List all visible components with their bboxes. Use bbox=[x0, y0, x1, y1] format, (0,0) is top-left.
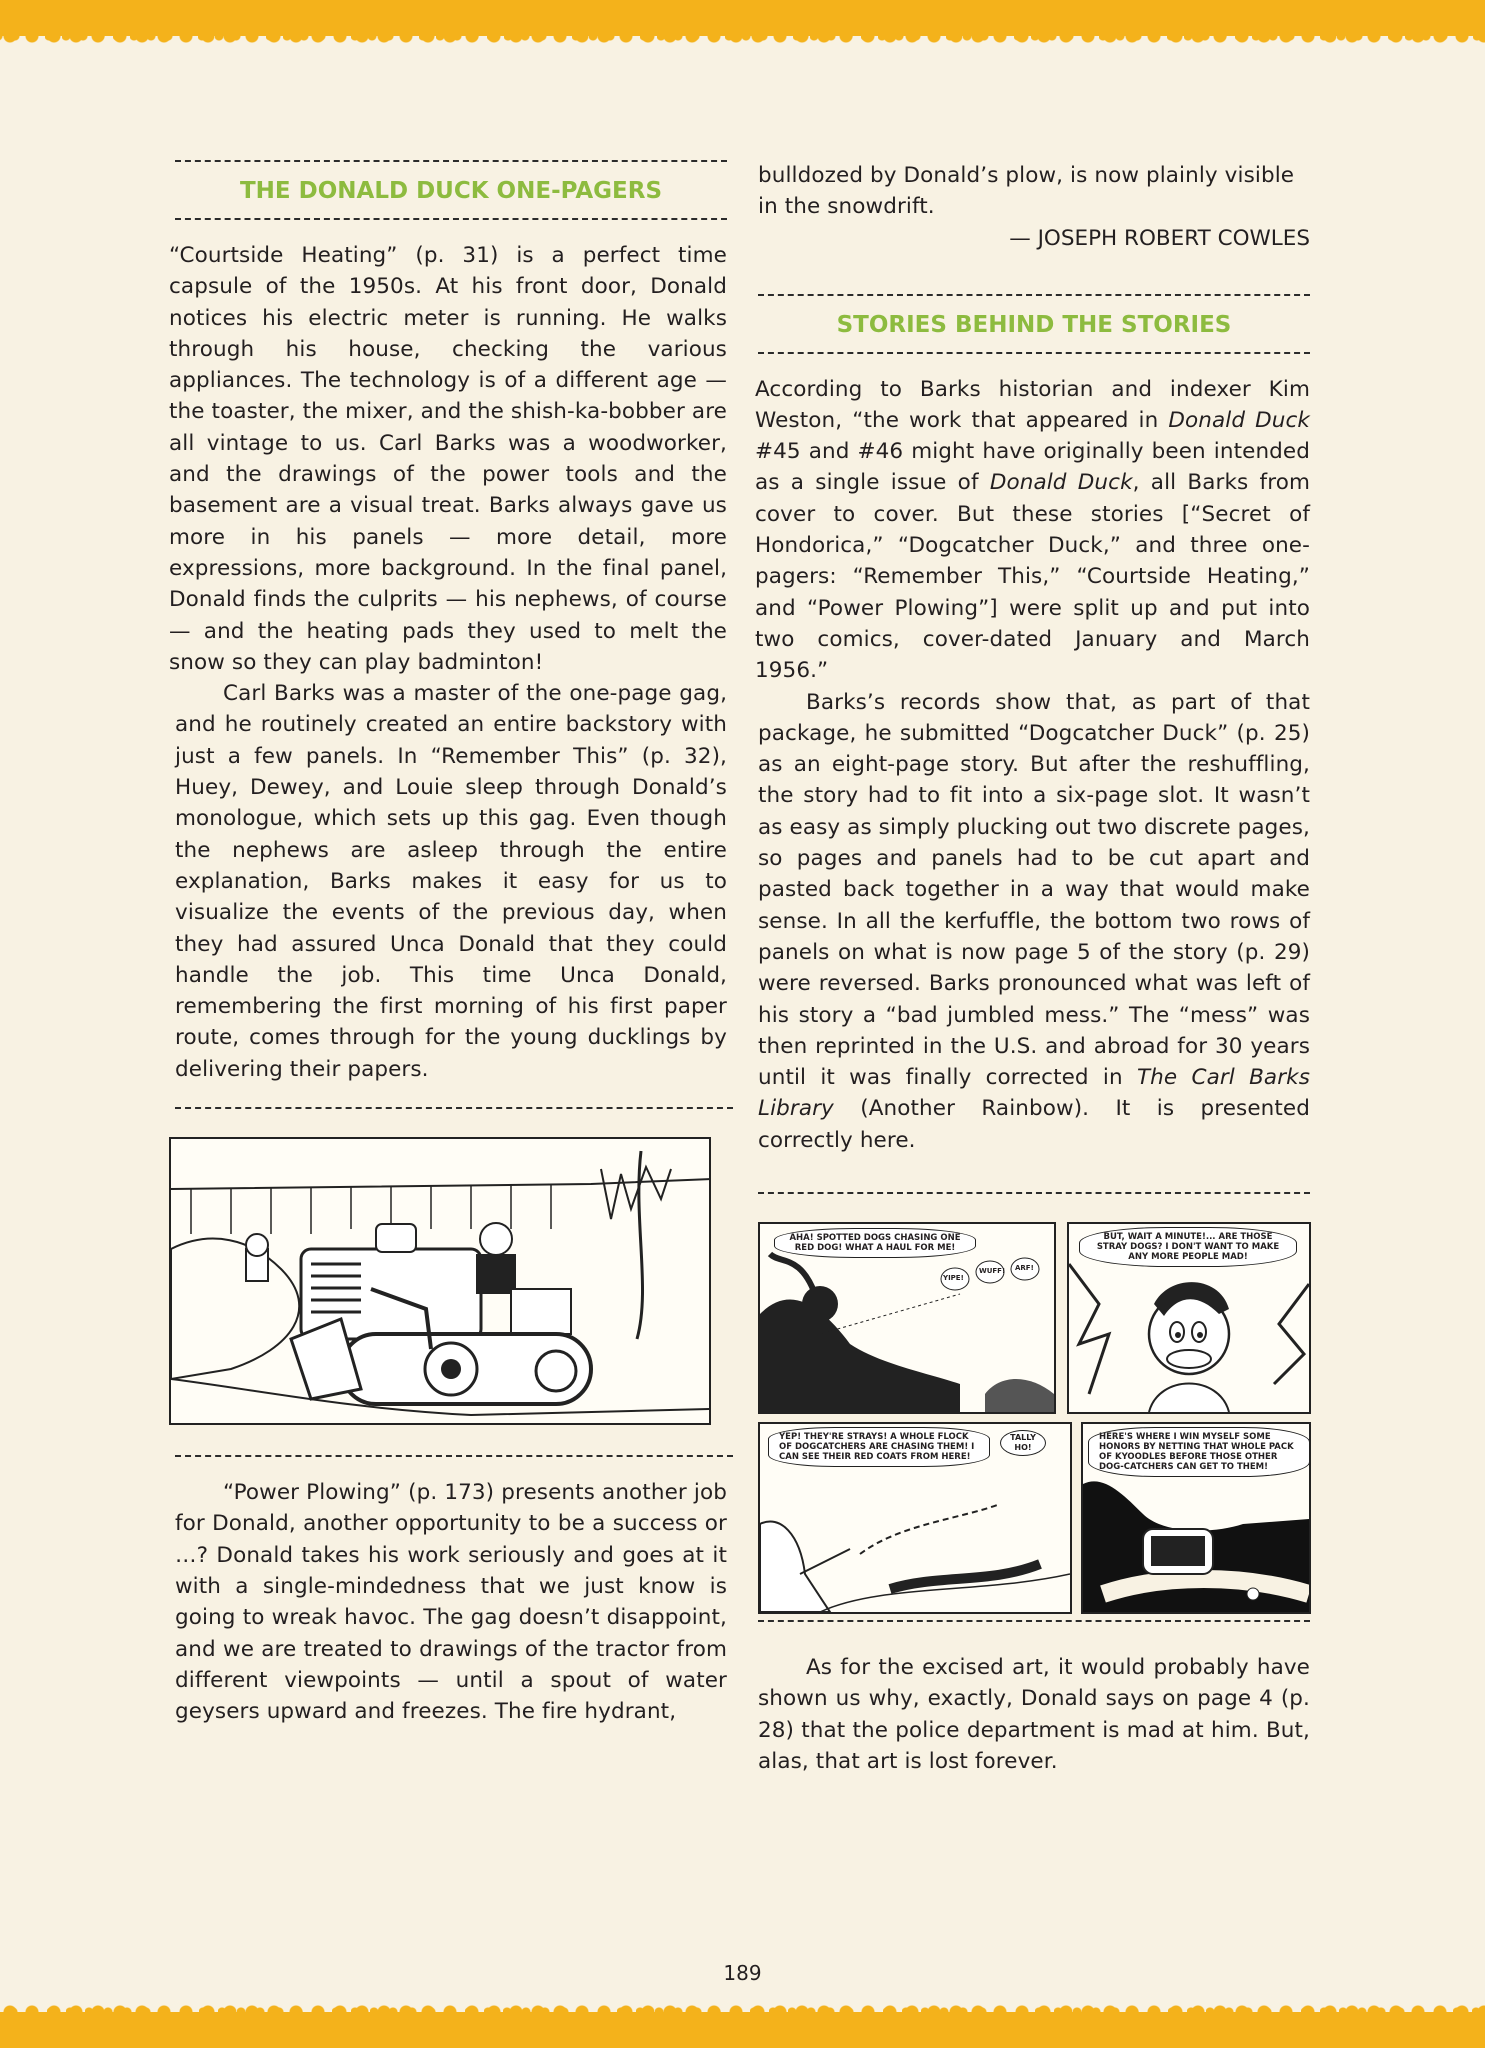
power-plowing-comic-panel bbox=[169, 1137, 711, 1425]
page-number: 189 bbox=[723, 1961, 762, 1985]
paragraph: As for the excised art, it would probably have shown us why, exactly, Donald says on page 4 (p. 28) that the police department is mad at him. But, alas, that art is lost forever. bbox=[758, 1655, 1310, 1774]
author-signature: — JOSEPH ROBERT COWLES bbox=[1009, 225, 1310, 251]
left-column bbox=[169, 160, 727, 1727]
comic-panel-3 bbox=[758, 1422, 1072, 1614]
top-border-band bbox=[0, 0, 1485, 36]
divider bbox=[175, 160, 727, 162]
comic-panel-4 bbox=[1081, 1422, 1311, 1614]
paragraph: Carl Barks was a master of the one-page gag, and he routinely created an entire backstory with just a few panels. In “Remember This” (p. 32), Huey, Dewey, and Louie sleep through Donald’s monologue, which sets up this gag. Even though the nephews are asleep through the entire explanation, Barks makes it easy for us to visualize the events of the previous day, when they had assured Unca Donald that they could handle the job. This time Unca Donald, remembering the first morning of his first paper route, comes through for the young ducklings by delivering their papers. bbox=[175, 681, 727, 1082]
paragraph: “Courtside Heating” (p. 31) is a perfect time capsule of the 1950s. At his front door, Donald notices his electric meter is running. He walks through his house, checking the various appliances. The technology is of a different age — the toaster, the mixer, and the shish-ka-bobber are all vintage to us. Carl Barks was a woodworker, and the drawings of the power tools and the basement are a visual treat. Barks always gave us more in his panels — more detail, more expressions, more background. In the final panel, Donald finds the culprits — his nephews, of course — and the heating pads they used to melt the snow so they can play badminton! bbox=[169, 243, 727, 675]
paragraph: “Power Plowing” (p. 173) presents another job for Donald, another opportunity to be a success or …? Donald takes his work seriously and goes at it with a single-mindedness that we just know is going to wreak havoc. The gag doesn’t disappoint, and we are treated to drawings of the tractor from different viewpoints — until a spout of water geysers upward and freezes. The fire hydrant, bbox=[175, 1480, 727, 1725]
bottom-border-band bbox=[0, 2012, 1485, 2048]
thought-balloon: BUT, WAIT A MINUTE!... ARE THOSE STRAY DOGS? I DON'T WANT TO MAKE ANY MORE PEOPLE MAD! bbox=[1079, 1227, 1297, 1267]
comic-panel-1 bbox=[758, 1222, 1056, 1414]
right-column bbox=[755, 160, 1310, 1777]
speech-balloon: AHA! SPOTTED DOGS CHASING ONE RED DOG! WHAT A HAUL FOR ME! bbox=[774, 1228, 976, 1258]
sound-effect: WUFF! bbox=[979, 1267, 1006, 1276]
section-heading-stories-behind: STORIES BEHIND THE STORIES bbox=[836, 311, 1232, 338]
bulldozer-illustration bbox=[171, 1139, 709, 1423]
comic-panel-2 bbox=[1067, 1222, 1311, 1414]
divider bbox=[758, 294, 1310, 296]
paragraph-continuation: bulldozed by Donald’s plow, is now plainly visible in the snowdrift. bbox=[758, 163, 1295, 220]
paragraph: Barks’s records show that, as part of that package, he submitted “Dogcatcher Duck” (p. 25) as an eight-page story. But after the reshuffling, the story had to fit into a six-page slot. It wasn’t as easy as simply plucking out two discrete pages, so pages and panels had to be cut apart and pasted back together in a way that would make sense. In all the kerfuffle, the bottom two rows of panels on what is now page 5 of the story (p. 29) were reversed. Barks pronounced what was left of his story a “bad jumbled mess.” The “mess” was then reprinted in the U.S. and abroad for 30 years until it was finally corrected in The Carl Barks Library (Another Rainbow). It is presented correctly here. bbox=[758, 689, 1310, 1153]
sound-effect: ARF! bbox=[1015, 1264, 1034, 1273]
paragraph: According to Barks historian and indexer Kim Weston, “the work that appeared in Donald Duck #45 and #46 might have originally been intended as a single issue of Donald Duck, all Barks from cover to cover. But these stories [“Secret of Hondorica,” “Dogcatcher Duck,” and three one-pagers: “Remember This,” “Courtside Heating,” and “Power Plowing”] were split up and put into two comics, cover-dated January and March 1956.” bbox=[755, 376, 1310, 684]
section-heading-one-pagers: THE DONALD DUCK ONE-PAGERS bbox=[239, 178, 663, 204]
speech-balloon: HERE'S WHERE I WIN MYSELF SOME HONORS BY NETTING THAT WHOLE PACK OF KYOODLES BEFORE THOSE OTHER DOG-CATCHERS CAN GET TO THEM! bbox=[1088, 1427, 1310, 1477]
dogcatcher-comic-grid bbox=[758, 1222, 1310, 1620]
sound-effect: TALLY HO! bbox=[1000, 1430, 1046, 1456]
sound-effect: YIPE! bbox=[943, 1274, 964, 1283]
speech-balloon: YEP! THEY'RE STRAYS! A WHOLE FLOCK OF DOGCATCHERS ARE CHASING THEM! I CAN SEE THEIR RED COATS FROM HERE! bbox=[768, 1427, 990, 1467]
